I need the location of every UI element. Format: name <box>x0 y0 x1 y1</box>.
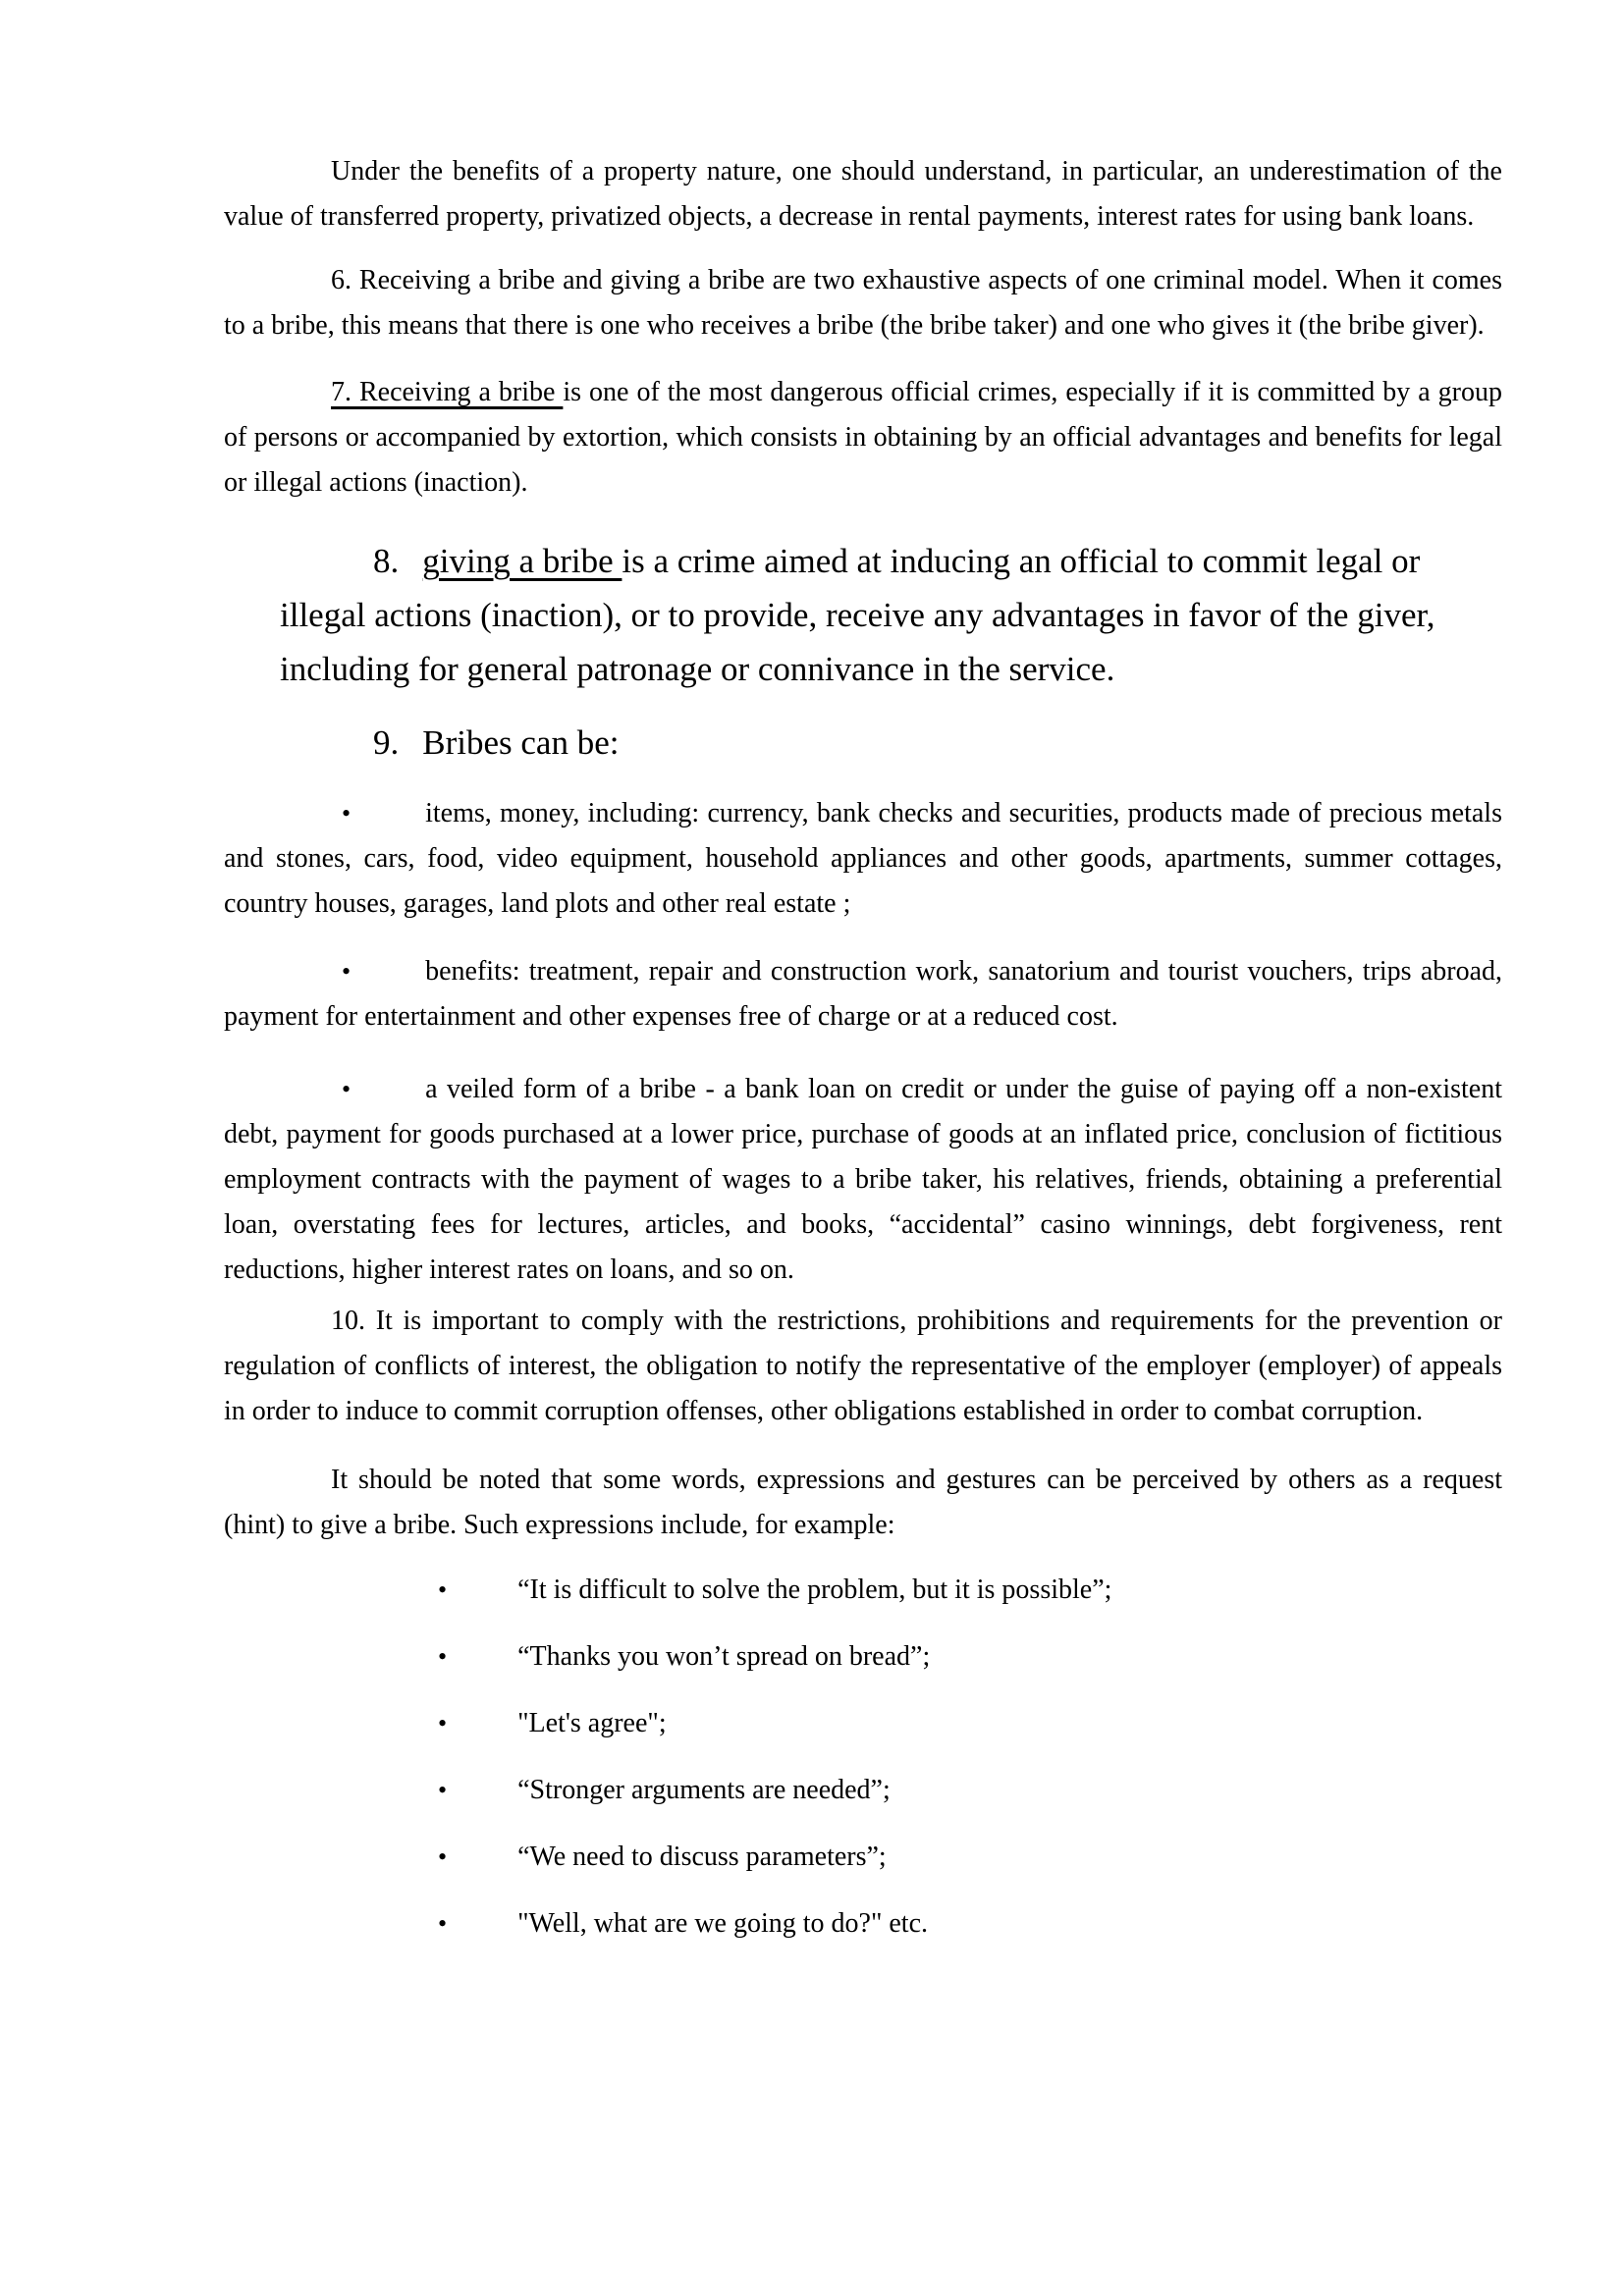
quote-item-lets-agree <box>224 1701 1502 1746</box>
bullet-icon: • <box>438 1575 448 1604</box>
quote-item-spread-on-bread <box>224 1634 1502 1680</box>
bullet-icon: • <box>438 1642 448 1671</box>
bullet-icon: • <box>438 1909 448 1938</box>
paragraph-10-text: 10. It is important to comply with the restrictions, prohibitions and requirements for the prevention or regulation of conflicts of interest, the obligation to notify the representative of the employer (employer) of appeals in order to induce to commit corruption offenses, other obligations established in order to combat corruption. <box>224 1306 1502 1426</box>
quote-item-what-are-we-going-to-do <box>224 1901 1502 1947</box>
paragraph-8-number: 8. <box>373 542 400 580</box>
quote-item-stronger-arguments <box>224 1768 1502 1813</box>
quote-item-text: “Stronger arguments are needed”; <box>517 1775 891 1805</box>
quote-item-text: “Thanks you won’t spread on bread”; <box>517 1641 931 1672</box>
receiving-a-bribe-underlined-heading: 7. Receiving a bribe <box>331 377 564 407</box>
bribe-type-item-text: items, money, including: currency, bank checks and securities, products made of precious metals and stones, cars, food, video equipment, household appliances and other goods, apartments, summer cottages, country houses, garages, land plots and other real estate ; <box>224 798 1502 919</box>
bullet-icon: • <box>438 1842 448 1871</box>
quote-item-text: “We need to discuss parameters”; <box>517 1842 887 1872</box>
paragraph-6-text: 6. Receiving a bribe and giving a bribe are two exhaustive aspects of one criminal model. When it comes to a bribe, this means that there is one who receives a bribe (the bribe taker) and one who gives it (the bribe giver). <box>224 265 1502 341</box>
bullet-icon: • <box>342 957 352 986</box>
paragraph-6-receiving-and-giving <box>224 258 1502 348</box>
paragraph-8-text: is a crime aimed at inducing an official to commit legal or illegal actions (inaction), or to provide, receive any advantages in favor of the giver, including for general patronage or connivance in the service. <box>280 542 1435 688</box>
paragraph-10-restrictions <box>224 1299 1502 1434</box>
bullet-icon: • <box>438 1709 448 1737</box>
giving-a-bribe-underlined-heading: giving a bribe <box>422 542 622 580</box>
paragraph-7-text: is one of the most dangerous official crimes, especially if it is committed by a group of persons or accompanied by extortion, which consists in obtaining by an official advantages and benefits for legal or illegal actions (inaction). <box>224 377 1502 498</box>
paragraph-11-words-expressions <box>224 1458 1502 1548</box>
quote-item-discuss-parameters <box>224 1835 1502 1880</box>
paragraph-9-bribes-can-be-heading <box>224 716 1502 770</box>
bullet-icon: • <box>438 1776 448 1804</box>
bribe-type-item-benefits <box>224 949 1502 1040</box>
paragraph-7-receiving-a-bribe <box>224 370 1502 506</box>
bribe-type-item-veiled-form <box>224 1067 1502 1293</box>
quote-item-text: "Let's agree"; <box>517 1708 667 1738</box>
paragraph-9-heading-text: Bribes can be: <box>422 723 620 762</box>
bribe-type-item-items-money <box>224 791 1502 927</box>
quote-item-difficult-to-solve <box>224 1568 1502 1613</box>
page-content <box>224 0 1502 1947</box>
bribe-hint-quotes-list <box>224 1568 1502 1947</box>
bribe-type-item-text: a veiled form of a bribe - a bank loan on credit or under the guise of paying off a non-existent debt, payment for goods purchased at a lower price, purchase of goods at an inflated price, conclusion of fictitious employment contracts with the payment of wages to a bribe taker, his relatives, friends, obtaining a preferential loan, overstating fees for lectures, articles, and books, “accidental” casino winnings, debt forgiveness, rent reductions, higher interest rates on loans, and so on. <box>224 1074 1502 1285</box>
bribe-type-item-text: benefits: treatment, repair and construction work, sanatorium and tourist vouchers, trips abroad, payment for entertainment and other expenses free of charge or at a reduced cost. <box>224 956 1502 1032</box>
paragraph-9-number: 9. <box>373 723 400 762</box>
paragraph-8-giving-a-bribe <box>224 534 1502 696</box>
quote-item-text: “It is difficult to solve the problem, but it is possible”; <box>517 1575 1112 1605</box>
bullet-icon: • <box>342 799 352 828</box>
paragraph-11-text: It should be noted that some words, expressions and gestures can be perceived by others as a request (hint) to give a bribe. Such expressions include, for example: <box>224 1465 1502 1540</box>
paragraph-intro <box>224 149 1502 240</box>
paragraph-intro-text: Under the benefits of a property nature, one should understand, in particular, an underestimation of the value of transferred property, privatized objects, a decrease in rental payments, interest rates for using bank loans. <box>224 156 1502 232</box>
bribe-types-list <box>224 791 1502 1293</box>
quote-item-text: "Well, what are we going to do?" etc. <box>517 1908 929 1939</box>
bullet-icon: • <box>342 1075 352 1103</box>
